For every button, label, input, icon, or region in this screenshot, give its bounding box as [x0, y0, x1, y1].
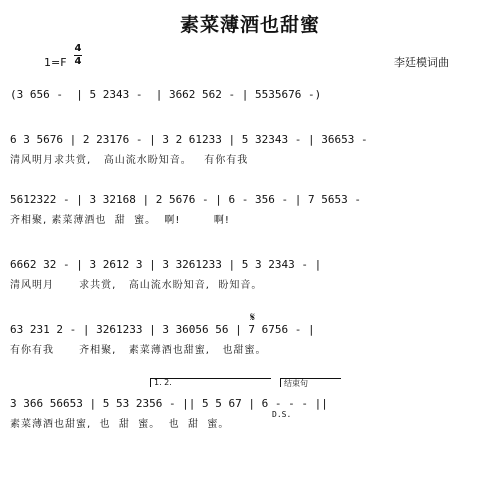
segno-icon: 𝄋 [250, 310, 256, 324]
page-title: 素菜薄酒也甜蜜 [179, 14, 320, 36]
time-signature [74, 44, 82, 67]
coda-label: 结束句 [284, 379, 308, 388]
credit-line: 李廷模词曲 [394, 56, 449, 69]
notes-line: 63 231 2 - | 3261233 | 3 36056 56 | 7 6756 - | [10, 323, 315, 336]
lyrics-line: 清风明月 求共赏, 高山流水盼知音, 盼知音。 [10, 280, 263, 291]
ds-mark: D.S. [272, 410, 292, 419]
notes-line: 6662 32 - | 3 2612 3 | 3 3261233 | 5 3 2343 - | [10, 258, 322, 271]
meter-bottom: 4 [74, 56, 82, 67]
notes-line: 3 366 56653 | 5 53 2356 - || 5 5 67 | 6 - - - || [10, 397, 328, 410]
volta-label: 1. 2. [154, 378, 172, 387]
notes-line: (3 656 - | 5 2343 - | 3662 562 - | 5535676 -) [10, 88, 322, 101]
lyrics-line: 清风明月求共赏, 高山流水盼知音。 有你有我 [10, 155, 249, 166]
lyrics-line: 有你有我 齐相聚, 素菜薄酒也甜蜜, 也甜蜜。 [10, 345, 267, 356]
notes-line: 5612322 - | 3 32168 | 2 5676 - | 6 - 356 - | 7 5653 - [10, 193, 361, 206]
notes-line: 6 3 5676 | 2 23176 - | 3 2 61233 | 5 32343 - | 36653 - [10, 133, 368, 146]
lyrics-line: 素菜薄酒也甜蜜, 也 甜 蜜。 也 甜 蜜。 [10, 419, 230, 430]
key-signature: 1=F [44, 56, 67, 69]
meter-top: 4 [74, 43, 82, 54]
lyrics-line: 齐相聚, 素菜薄酒也 甜 蜜。 啊! 啊! [10, 215, 230, 226]
